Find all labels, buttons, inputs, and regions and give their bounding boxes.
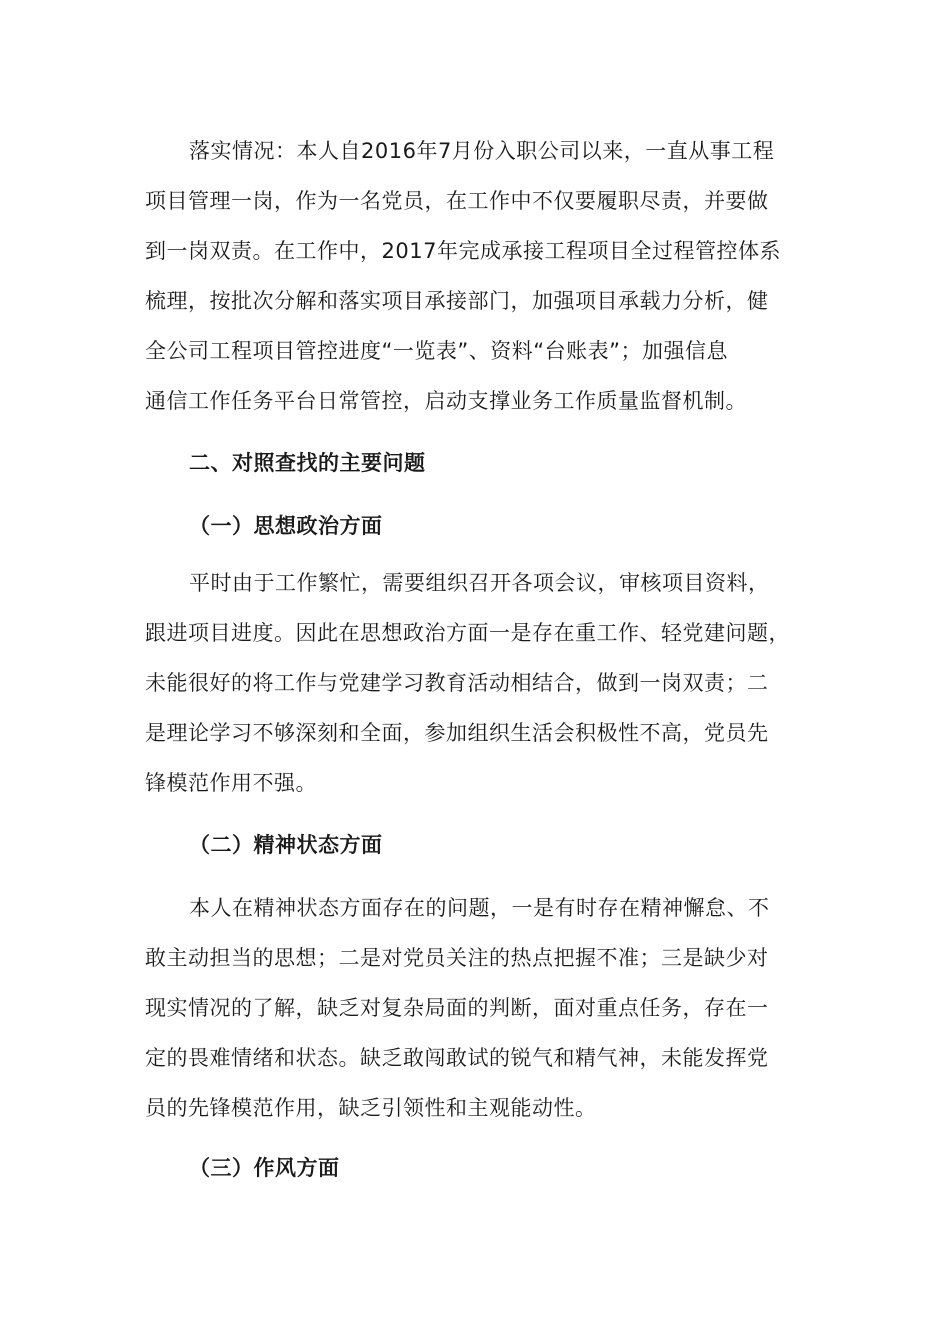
paragraph-1-line-4: 梳理，按批次分解和落实项目承接部门，加强项目承载力分析，健: [145, 289, 769, 313]
paragraph-3-line-1: 本人在精神状态方面存在的问题，一是有时存在精神懈怠、不: [189, 896, 770, 920]
paragraph-3-line-3: 现实情况的了解，缺乏对复杂局面的判断，面对重点任务，存在一: [145, 996, 769, 1020]
paragraph-3-line-4: 定的畏难情绪和状态。缺乏敢闯敢试的锐气和精气神，未能发挥党: [145, 1046, 769, 1070]
paragraph-1-line-1: 落实情况：本人自2016年7月份入职公司以来，一直从事工程: [189, 139, 775, 163]
paragraph-2-line-3: 未能很好的将工作与党建学习教育活动相结合，做到一岗双责；二: [145, 671, 769, 695]
paragraph-2-line-2: 跟进项目进度。因此在思想政治方面一是存在重工作、轻党建问题，: [145, 621, 790, 645]
subsection-1-heading: （一）思想政治方面: [189, 514, 383, 538]
paragraph-3-line-5: 员的先锋模范作用，缺乏引领性和主观能动性。: [145, 1096, 597, 1120]
paragraph-2-line-5: 锋模范作用不强。: [145, 771, 317, 795]
paragraph-1-line-6: 通信工作任务平台日常管控，启动支撑业务工作质量监督机制。: [145, 389, 747, 413]
paragraph-1-line-5: 全公司工程项目管控进度“一览表”、资料“台账表”；加强信息: [145, 339, 729, 363]
paragraph-1-line-3: 到一岗双责。在工作中，2017年完成承接工程项目全过程管控体系: [145, 239, 781, 263]
paragraph-2-line-4: 是理论学习不够深刻和全面，参加组织生活会积极性不高，党员先: [145, 721, 769, 745]
paragraph-2-line-1: 平时由于工作繁忙，需要组织召开各项会议，审核项目资料，: [189, 571, 770, 595]
paragraph-3-line-2: 敢主动担当的思想；二是对党员关注的热点把握不准；三是缺少对: [145, 946, 769, 970]
section-2-heading: 二、对照查找的主要问题: [189, 451, 426, 475]
subsection-3-heading: （三）作风方面: [189, 1156, 340, 1180]
paragraph-1-line-2: 项目管理一岗，作为一名党员，在工作中不仅要履职尽责，并要做: [145, 189, 769, 213]
subsection-2-heading: （二）精神状态方面: [189, 833, 383, 857]
